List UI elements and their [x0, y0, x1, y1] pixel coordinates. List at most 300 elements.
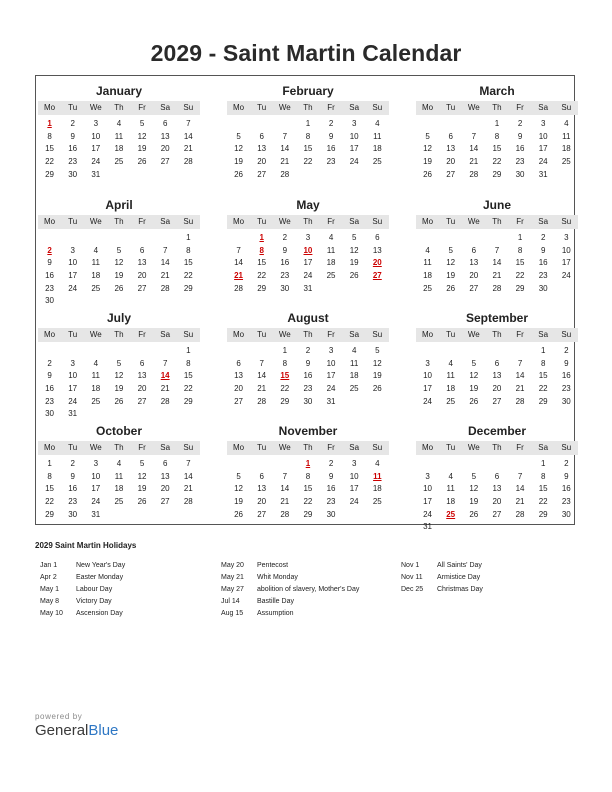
day-cell: 22 [492, 157, 502, 167]
day-cell: 16 [326, 484, 336, 494]
weekday-label: Th [114, 217, 124, 226]
holiday-name: Whit Monday [257, 574, 298, 581]
empty-day [131, 509, 154, 522]
day-cell: 1 [47, 459, 52, 468]
weekday-label: Mo [233, 330, 245, 339]
day-cell: 18 [446, 497, 456, 507]
weekday-label: We [89, 330, 102, 339]
day-cell: 10 [91, 131, 101, 141]
empty-day [154, 232, 177, 245]
page-title: 2029 - Saint Martin Calendar [150, 40, 462, 66]
empty-day [485, 521, 508, 534]
day-cell: 22 [183, 384, 193, 394]
day-cell: 2 [517, 119, 523, 128]
day-cell: 20 [257, 157, 267, 167]
weekday-label: Sa [538, 217, 549, 226]
empty-day [131, 408, 154, 421]
holiday-name: Christmas Day [437, 586, 483, 593]
day-cell: 11 [446, 484, 455, 494]
holiday-column [221, 560, 359, 620]
week-row [38, 358, 200, 371]
day-cell: 4 [375, 119, 380, 128]
weekday-label: Su [183, 330, 194, 339]
week-row [416, 245, 578, 258]
day-cell: 9 [517, 131, 523, 141]
day-cell: 16 [326, 144, 336, 154]
month-name: June [482, 198, 511, 212]
week-row [227, 232, 389, 245]
empty-day [154, 295, 177, 308]
empty-day [343, 283, 366, 296]
day-cell: 13 [160, 131, 170, 141]
month-name: March [479, 84, 515, 98]
day-cell: 11 [423, 258, 432, 268]
weekday-label: Su [561, 103, 572, 112]
weekday-label: Th [114, 443, 124, 452]
month-november [227, 424, 389, 521]
day-cell: 25 [372, 497, 382, 507]
day-cell: 21 [160, 384, 170, 394]
weekday-label: Sa [538, 103, 549, 112]
empty-day [61, 345, 84, 358]
day-cell: 6 [375, 233, 380, 242]
day-cell: 21 [280, 157, 290, 167]
day-cell: 29 [303, 509, 313, 519]
day-cell: 12 [234, 484, 244, 494]
week-row [227, 370, 389, 383]
holiday-name: Easter Monday [76, 574, 124, 581]
weekday-header [416, 441, 578, 455]
weekday-label: Th [114, 103, 124, 112]
day-cell: 17 [91, 144, 101, 154]
empty-day [532, 521, 555, 534]
holiday-name: abolition of slavery, Mother's Day [257, 586, 360, 593]
month-january [38, 84, 200, 181]
day-cell: 9 [282, 245, 288, 255]
empty-day [131, 345, 154, 358]
day-cell: 3 [351, 459, 357, 468]
weekday-header [227, 215, 389, 229]
day-cell: 26 [469, 509, 479, 519]
day-cell: 3 [93, 119, 99, 128]
day-cell: 8 [494, 131, 500, 141]
day-cell: 15 [538, 371, 548, 381]
day-cell: 17 [538, 144, 548, 154]
day-cell: 16 [280, 258, 290, 268]
day-cell: 1 [517, 233, 523, 242]
holiday-date: Apr 2 [40, 574, 57, 581]
month-july [38, 311, 200, 421]
weekday-label: We [89, 443, 102, 452]
day-cell: 6 [162, 459, 168, 468]
week-row [38, 156, 200, 169]
weekday-label: Mo [44, 217, 56, 226]
week-row [416, 509, 578, 522]
day-cell: 12 [446, 258, 456, 268]
day-cell: 24 [349, 157, 359, 167]
weekday-header [227, 328, 389, 342]
day-cell: 13 [257, 484, 267, 494]
day-cell: 14 [160, 258, 170, 268]
weekday-label: Fr [516, 330, 524, 339]
day-cell: 25 [423, 283, 433, 293]
weekday-label: Fr [327, 443, 335, 452]
week-row [38, 257, 200, 270]
week-row [416, 458, 578, 471]
week-row [416, 483, 578, 496]
day-cell: 25 [114, 157, 124, 167]
weekday-label: Mo [422, 330, 434, 339]
brand-name-part1: General [35, 722, 89, 739]
day-cell: 18 [446, 384, 456, 394]
day-cell: 17 [303, 258, 313, 268]
week-row [416, 383, 578, 396]
day-cell: 27 [160, 497, 170, 507]
day-cell: 11 [326, 245, 336, 255]
day-cell: 5 [351, 233, 357, 242]
day-cell: 18 [114, 144, 124, 154]
empty-day [131, 232, 154, 245]
day-cell: 28 [160, 283, 170, 293]
holiday-name: Pentecost [257, 562, 289, 569]
day-cell: 18 [372, 484, 382, 494]
weekday-label: Fr [327, 217, 335, 226]
weekday-header [227, 101, 389, 115]
day-cell: 7 [236, 245, 241, 255]
empty-day [273, 118, 296, 131]
week-row [227, 509, 389, 522]
weekday-label: Sa [160, 330, 171, 339]
holiday-name: Ascension Day [76, 610, 123, 617]
empty-day [84, 232, 107, 245]
weekday-label: Su [372, 217, 383, 226]
holiday-item [401, 560, 483, 572]
day-cell: 23 [538, 271, 548, 281]
holiday-day: 14 [160, 371, 170, 381]
weekday-label: We [467, 217, 480, 226]
day-cell: 3 [564, 233, 569, 242]
holiday-day: 25 [446, 509, 456, 519]
holiday-day: 27 [372, 271, 382, 281]
month-name: December [467, 424, 527, 438]
day-cell: 10 [68, 258, 78, 268]
week-row [38, 295, 200, 308]
brand-name-part2: Blue [88, 722, 119, 739]
day-cell: 11 [446, 371, 455, 381]
day-cell: 30 [68, 169, 78, 179]
weekday-header [416, 328, 578, 342]
day-cell: 26 [137, 497, 147, 507]
day-cell: 26 [234, 169, 244, 179]
weekday-label: Th [303, 443, 313, 452]
day-cell: 4 [116, 459, 122, 468]
day-cell: 13 [446, 144, 456, 154]
weekday-label: Fr [327, 103, 335, 112]
day-cell: 23 [561, 497, 571, 507]
day-cell: 28 [183, 497, 193, 507]
day-cell: 11 [373, 131, 382, 141]
week-row [227, 358, 389, 371]
holiday-date: May 20 [221, 562, 244, 569]
empty-day [462, 458, 485, 471]
day-cell: 5 [236, 131, 241, 141]
day-cell: 20 [137, 271, 147, 281]
day-cell: 8 [517, 245, 523, 255]
day-cell: 4 [375, 459, 380, 468]
empty-day [107, 408, 130, 421]
day-cell: 22 [538, 384, 548, 394]
holiday-name: Bastille Day [257, 598, 294, 605]
weekday-label: We [467, 103, 480, 112]
day-cell: 19 [114, 384, 124, 394]
week-row [227, 131, 389, 144]
day-cell: 28 [280, 169, 290, 179]
empty-day [320, 283, 343, 296]
day-cell: 9 [70, 471, 75, 481]
day-cell: 26 [137, 157, 147, 167]
day-cell: 31 [303, 283, 313, 293]
weekday-label: Mo [44, 330, 56, 339]
week-row [416, 257, 578, 270]
week-row [227, 257, 389, 270]
month-name: February [282, 84, 334, 98]
day-cell: 24 [423, 396, 433, 406]
day-cell: 25 [91, 396, 101, 406]
day-cell: 2 [564, 346, 569, 355]
day-cell: 22 [280, 384, 290, 394]
day-cell: 10 [326, 358, 336, 368]
empty-day [107, 295, 130, 308]
holiday-item [40, 596, 125, 608]
day-cell: 6 [259, 131, 264, 141]
day-cell: 15 [303, 484, 313, 494]
day-cell: 9 [70, 131, 75, 141]
weekday-label: Fr [138, 330, 146, 339]
weekday-label: Su [372, 103, 383, 112]
day-cell: 27 [492, 396, 502, 406]
weekday-label: Fr [516, 217, 524, 226]
month-october [38, 424, 200, 521]
day-cell: 2 [328, 119, 334, 128]
weekday-label: Su [372, 443, 383, 452]
day-cell: 14 [492, 258, 502, 268]
day-cell: 21 [492, 271, 502, 281]
empty-day [177, 295, 200, 308]
day-cell: 4 [328, 233, 334, 242]
day-cell: 2 [564, 459, 569, 468]
week-row [416, 232, 578, 245]
day-cell: 11 [562, 131, 571, 141]
day-cell: 10 [349, 131, 359, 141]
day-cell: 1 [186, 346, 191, 355]
day-cell: 29 [280, 396, 290, 406]
weekday-label: Th [492, 443, 502, 452]
day-cell: 11 [350, 358, 359, 368]
empty-day [250, 118, 273, 131]
day-cell: 12 [372, 358, 382, 368]
month-april [38, 198, 200, 308]
month-september [416, 311, 578, 408]
week-row [38, 370, 200, 383]
month-name: May [296, 198, 320, 212]
day-cell: 24 [91, 497, 101, 507]
day-cell: 6 [471, 245, 477, 255]
day-cell: 8 [282, 358, 288, 368]
empty-day [343, 169, 366, 182]
week-row [227, 458, 389, 471]
day-cell: 1 [305, 119, 311, 128]
empty-day [462, 345, 485, 358]
empty-day [555, 521, 578, 534]
day-cell: 30 [303, 396, 313, 406]
empty-day [177, 408, 200, 421]
holiday-day: 1 [259, 233, 264, 242]
weekday-label: Th [114, 330, 124, 339]
weekday-label: We [467, 330, 480, 339]
day-cell: 24 [68, 396, 78, 406]
empty-day [509, 458, 532, 471]
day-cell: 28 [515, 509, 525, 519]
day-cell: 27 [492, 509, 502, 519]
holiday-date: Nov 11 [401, 574, 423, 581]
weekday-label: We [278, 217, 291, 226]
weekday-label: We [89, 217, 102, 226]
day-cell: 31 [68, 409, 78, 419]
day-cell: 7 [162, 245, 168, 255]
empty-day [485, 232, 508, 245]
day-cell: 4 [93, 358, 99, 368]
weekday-label: We [467, 443, 480, 452]
day-cell: 28 [234, 283, 244, 293]
day-cell: 14 [183, 131, 193, 141]
week-row [416, 270, 578, 283]
week-row [227, 496, 389, 509]
empty-day [107, 232, 130, 245]
month-december [416, 424, 578, 534]
day-cell: 30 [68, 509, 78, 519]
day-cell: 21 [257, 384, 267, 394]
empty-day [107, 509, 130, 522]
holiday-date: May 21 [221, 574, 244, 581]
empty-day [439, 521, 462, 534]
day-cell: 29 [538, 396, 548, 406]
day-cell: 27 [257, 169, 267, 179]
day-cell: 26 [372, 384, 382, 394]
day-cell: 8 [47, 131, 52, 141]
day-cell: 15 [538, 484, 548, 494]
day-cell: 7 [517, 358, 523, 368]
weekday-label: Tu [257, 217, 267, 226]
empty-day [366, 509, 389, 522]
month-august [227, 311, 389, 408]
weekday-label: We [89, 103, 102, 112]
weekday-label: We [278, 443, 291, 452]
week-row [38, 383, 200, 396]
day-cell: 27 [137, 396, 147, 406]
day-cell: 29 [45, 169, 55, 179]
holiday-item [221, 572, 359, 584]
week-row [38, 245, 200, 258]
day-cell: 23 [68, 497, 78, 507]
holiday-day: 1 [305, 459, 311, 468]
day-cell: 12 [234, 144, 244, 154]
day-cell: 15 [257, 258, 267, 268]
week-row [38, 345, 200, 358]
day-cell: 28 [160, 396, 170, 406]
holiday-date: Jul 14 [221, 598, 240, 605]
weekday-header [416, 101, 578, 115]
day-cell: 3 [425, 358, 430, 368]
day-cell: 3 [328, 346, 334, 355]
empty-day [439, 118, 462, 131]
week-row [227, 118, 389, 131]
weekday-label: Su [561, 217, 572, 226]
day-cell: 22 [538, 497, 548, 507]
day-cell: 12 [114, 258, 124, 268]
day-cell: 6 [139, 245, 145, 255]
day-cell: 12 [114, 371, 124, 381]
month-name: October [95, 424, 142, 438]
day-cell: 29 [45, 509, 55, 519]
holiday-day: 2 [47, 245, 52, 255]
month-name: January [95, 84, 143, 98]
day-cell: 27 [446, 169, 456, 179]
day-cell: 22 [303, 497, 313, 507]
empty-day [439, 345, 462, 358]
holiday-date: Nov 1 [401, 562, 420, 569]
empty-day [462, 232, 485, 245]
empty-day [439, 458, 462, 471]
day-cell: 2 [70, 119, 75, 128]
month-name: September [465, 311, 529, 325]
weekday-label: Sa [349, 217, 360, 226]
holiday-day: 20 [372, 258, 382, 268]
weekday-label: Th [492, 103, 502, 112]
weekday-label: We [278, 103, 291, 112]
day-cell: 13 [257, 144, 267, 154]
day-cell: 6 [162, 119, 168, 128]
week-row [38, 169, 200, 182]
empty-day [227, 458, 250, 471]
weekday-label: Fr [516, 443, 524, 452]
weekday-label: Sa [160, 103, 171, 112]
day-cell: 18 [349, 371, 359, 381]
day-cell: 23 [326, 497, 336, 507]
day-cell: 3 [305, 233, 311, 242]
day-cell: 23 [515, 157, 525, 167]
day-cell: 1 [540, 459, 546, 468]
day-cell: 23 [561, 384, 571, 394]
day-cell: 26 [469, 396, 479, 406]
day-cell: 19 [137, 144, 147, 154]
day-cell: 29 [515, 283, 525, 293]
weekday-label: Tu [68, 103, 78, 112]
weekday-label: Sa [349, 330, 360, 339]
day-cell: 3 [540, 119, 546, 128]
week-row [227, 345, 389, 358]
weekday-header [227, 441, 389, 455]
empty-day [154, 509, 177, 522]
day-cell: 30 [561, 396, 571, 406]
day-cell: 24 [423, 509, 433, 519]
day-cell: 9 [47, 258, 52, 268]
day-cell: 3 [351, 119, 357, 128]
day-cell: 23 [45, 396, 55, 406]
empty-day [366, 169, 389, 182]
day-cell: 30 [280, 283, 290, 293]
day-cell: 7 [282, 131, 288, 141]
month-february [227, 84, 389, 181]
